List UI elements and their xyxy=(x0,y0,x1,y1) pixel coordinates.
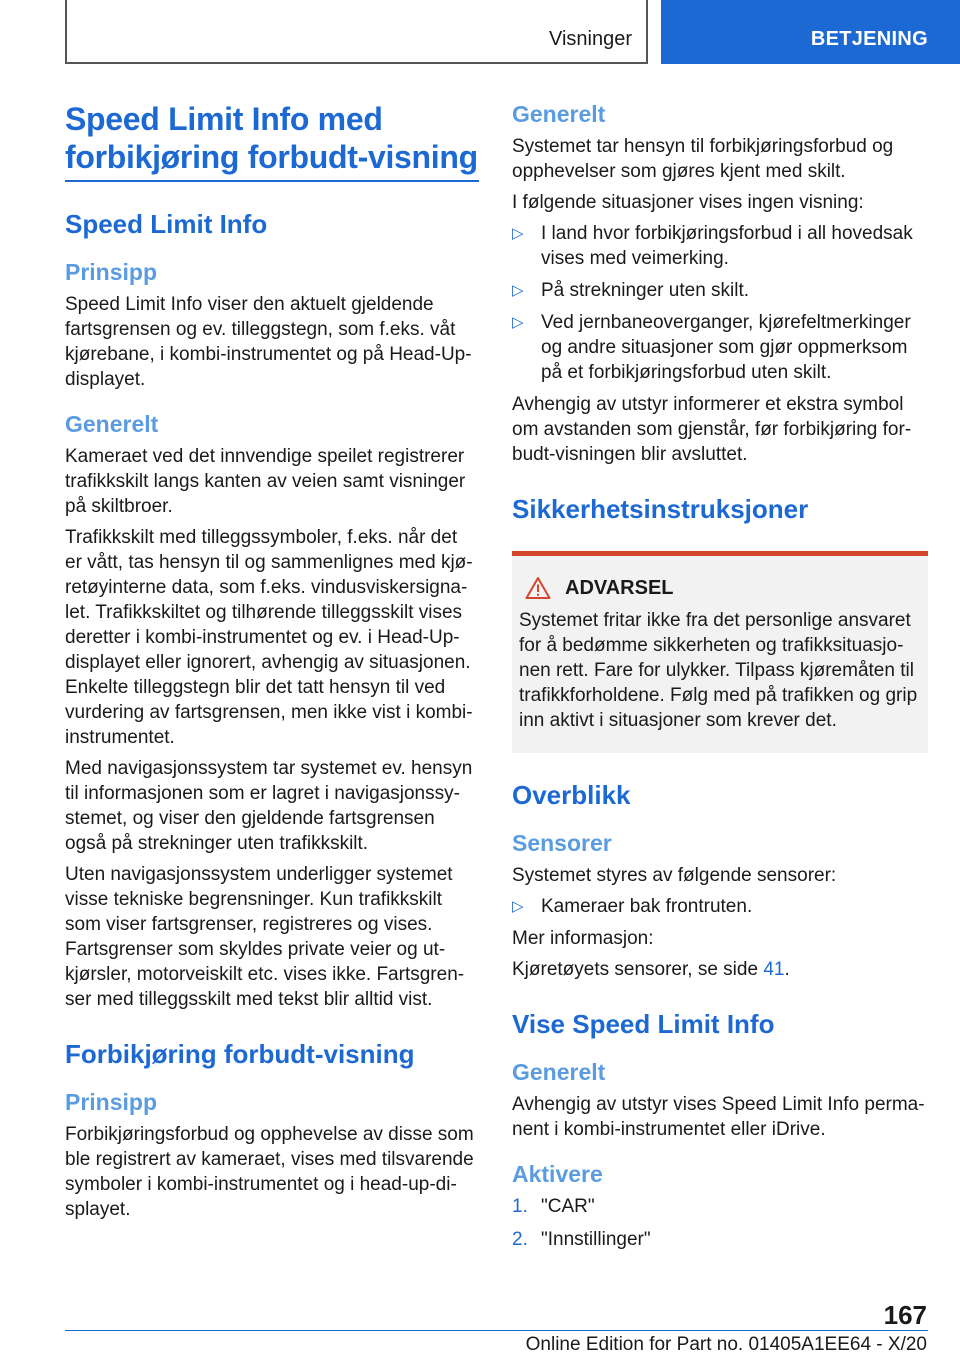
heading-generelt: Generelt xyxy=(512,1059,606,1085)
header-chapter-tab xyxy=(661,0,960,64)
heading-sikkerhet: Sikkerhetsinstruksjoner xyxy=(512,494,809,524)
page-number: 167 xyxy=(883,1300,927,1330)
heading-prinsipp: Prinsipp xyxy=(65,259,158,285)
triangle-bullet-icon: ▷ xyxy=(512,225,524,242)
warning-text: Systemet fritar ikke fra det personlige ansvaret for å bedømme sikkerheten og trafikksituasjonen rett. Fare for ulykker. Tilpass kjøremåten til trafikkforholdene. Følg med på trafikken og grip inn aktivt i situasjoner som krever det. xyxy=(519,610,918,731)
list-item: ▷ På strekninger uten skilt. xyxy=(512,280,750,301)
triangle-bullet-icon: ▷ xyxy=(512,314,524,331)
paragraph: Avhengig av utstyr informerer et ekstra symbol om avstanden som gjenstår, før forbikjøring forbudt-visningen blir avsluttet. xyxy=(512,394,912,465)
list-item: ▷ Ved jernbaneoverganger, kjørefeltmerkinger og andre situasjoner som gjør oppmerksom på et forbikjøringsforbud uten skilt. xyxy=(512,312,911,383)
cross-reference: Kjøretøyets sensorer, se side 41. xyxy=(512,959,790,980)
heading-forbikjoring: Forbikjøring forbudt-visning xyxy=(65,1039,415,1069)
paragraph: Avhengig av utstyr vises Speed Limit Info permanent i kombi-instrumentet eller iDrive. xyxy=(512,1094,925,1140)
paragraph: Med navigasjonssystem tar systemet ev. hensyn til informasjonen som er lagret i navigasjonssystemet, og viser den gjeldende fartsgrensen også på strekninger uten trafikkskilt. xyxy=(65,758,473,854)
page-reference-link[interactable]: 41 xyxy=(763,959,785,980)
paragraph: Uten navigasjonssystem underligger systemet visse tekniske begrensninger. Kun trafikkskilt som viser fartsgrenser, registreres og vises. Fartsgrenser som skyldes private veier og utkjørsler, motorveiskilt etc. vises ikke. Fartsgrenser med tilleggsskilt med tekst blir alltid vist. xyxy=(65,864,465,1010)
header-section-box xyxy=(65,0,648,64)
paragraph: Forbikjøringsforbud og opphevelse av disse som ble registrert av kameraet, vises med tilsvarende symboler i kombi-instrumentet og i head-up-displayet. xyxy=(65,1124,474,1220)
heading-generelt: Generelt xyxy=(65,411,159,437)
heading-overblikk: Overblikk xyxy=(512,780,631,810)
paragraph: Systemet tar hensyn til forbikjøringsforbud og opphevelser som gjøres kjent med skilt. xyxy=(512,136,894,182)
footer-edition: Online Edition for Part no. 01405A1EE64 - X/20 xyxy=(525,1334,927,1355)
bullet-list xyxy=(512,221,928,385)
paragraph: Kameraet ved det innvendige speilet registrerer trafikkskilt langs kanten av veien samt visninger på skiltbroer. xyxy=(65,446,466,517)
list-item: ▷ I land hvor forbikjøringsforbud i all hovedsak vises med veimerking. xyxy=(512,223,913,269)
paragraph: Mer informasjon: xyxy=(512,928,654,949)
warning-triangle-icon xyxy=(525,576,551,600)
triangle-bullet-icon: ▷ xyxy=(512,898,524,915)
heading-sensorer: Sensorer xyxy=(512,830,612,856)
heading-speed-limit-info: Speed Limit Info xyxy=(65,209,268,239)
bullet-list xyxy=(512,894,928,919)
steps-list xyxy=(512,1194,928,1252)
step-item: 2. "Innstillinger" xyxy=(512,1229,651,1250)
left-column xyxy=(65,100,479,1228)
warning-box xyxy=(512,551,928,753)
paragraph: Trafikkskilt med tilleggssymboler, f.eks. når det er vått, tas hensyn til og sammenlignes med kjøretøyinterne data, som f.eks. vindusviskersignalet. Trafikkskiltet og tilhørende tilleggsskilt vises deretter i kombi-instrumentet og ev. i Head-Up-displayet eller ignorert, avhengig av situasjonen. Enkelte tilleggstegn blir det tatt hensyn til ved vurdering av fartsgrensen, men ikke vist i kombi-instrumentet. xyxy=(65,527,473,748)
right-column xyxy=(512,100,928,1260)
footer-divider xyxy=(65,1330,928,1331)
page-title: Speed Limit Info med forbikjøring forbudt-visning xyxy=(65,100,479,182)
paragraph: Speed Limit Info viser den aktuelt gjeldende fartsgrensen og ev. tilleggstegn, som f.eks. våt kjørebane, i kombi-instrumentet og på Head-Up-displayet. xyxy=(65,294,472,390)
heading-prinsipp: Prinsipp xyxy=(65,1089,158,1115)
header-chapter-title: BETJENING xyxy=(810,28,928,50)
header-section-title: Visninger xyxy=(548,28,632,50)
heading-vise-speed-limit: Vise Speed Limit Info xyxy=(512,1009,775,1039)
paragraph: Systemet styres av følgende sensorer: xyxy=(512,865,837,886)
triangle-bullet-icon: ▷ xyxy=(512,282,524,299)
step-item: 1. "CAR" xyxy=(512,1196,595,1217)
list-item: ▷ Kameraer bak frontruten. xyxy=(512,896,753,917)
warning-title: ADVARSEL xyxy=(565,576,674,599)
warning-title-row xyxy=(519,576,921,600)
heading-generelt: Generelt xyxy=(512,101,606,127)
paragraph: I følgende situasjoner vises ingen visning: xyxy=(512,192,864,213)
heading-aktivere: Aktivere xyxy=(512,1161,603,1187)
